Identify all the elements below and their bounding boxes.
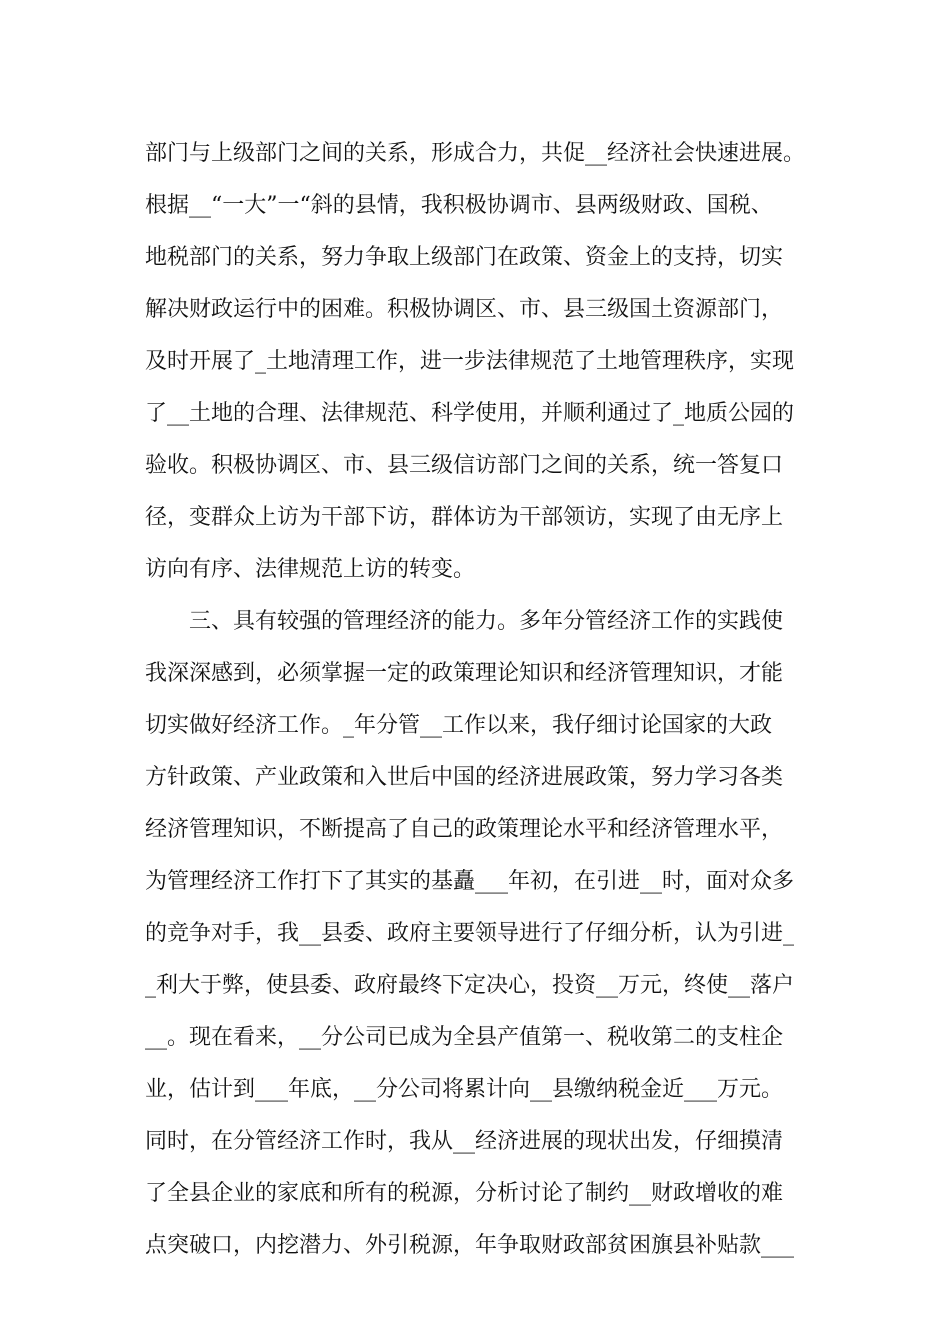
text-line-8: 径，变群众上访为干部下访，群体访为干部领访，实现了由无序上: [145, 505, 784, 530]
text-line-6: 了__土地的合理、法律规范、科学使用，并顺利通过了_地质公园的: [145, 401, 795, 426]
body-text: [145, 128, 825, 1272]
text-line-9: 访向有序、法律规范上访的转变。: [145, 557, 476, 582]
text-line-5: 及时开展了_土地清理工作，进一步法律规范了土地管理秩序，实现: [145, 349, 795, 374]
text-line-11: 我深深感到，必须掌握一定的政策理论知识和经济管理知识，才能: [145, 661, 784, 686]
text-line-22: 点突破口，内挖潜力、外引税源，年争取财政部贫困旗县补贴款___: [145, 1233, 795, 1258]
text-line-4: 解决财政运行中的困难。积极协调区、市、县三级国土资源部门，: [145, 297, 784, 322]
text-line-2: 根据__“一大”一“斜的县情，我积极协调市、县两级财政、国税、: [145, 193, 773, 218]
text-line-20: 同时，在分管经济工作时，我从__经济进展的现状出发，仔细摸清: [145, 1129, 784, 1154]
text-line-19: 业，估计到___年底，__分公司将累计向__县缴纳税金近___万元。: [145, 1077, 784, 1102]
text-line-7: 验收。积极协调区、市、县三级信访部门之间的关系，统一答复口: [145, 453, 784, 478]
text-line-14: 经济管理知识，不断提高了自己的政策理论水平和经济管理水平，: [145, 817, 784, 842]
section-three-heading-line: 三、具有较强的管理经济的能力。多年分管经济工作的实践使: [189, 609, 784, 634]
text-line-17: _利大于弊，使县委、政府最终下定决心，投资__万元，终使__落户: [145, 973, 795, 998]
text-line-18: __。现在看来，__分公司已成为全县产值第一、税收第二的支柱企: [145, 1025, 784, 1050]
text-line-16: 的竞争对手，我__县委、政府主要领导进行了仔细分析，认为引进_: [145, 921, 795, 946]
text-line-1: 部门与上级部门之间的关系，形成合力，共促__经济社会快速进展。: [145, 141, 806, 166]
text-line-12: 切实做好经济工作。_年分管__工作以来，我仔细讨论国家的大政: [145, 713, 773, 738]
text-line-21: 了全县企业的家底和所有的税源，分析讨论了制约__财政增收的难: [145, 1181, 784, 1206]
text-line-15: 为管理经济工作打下了其实的基矗___年初，在引进__时，面对众多: [145, 869, 795, 894]
text-line-13: 方针政策、产业政策和入世后中国的经济进展政策，努力学习各类: [145, 765, 784, 790]
text-line-3: 地税部门的关系，努力争取上级部门在政策、资金上的支持，切实: [145, 245, 784, 270]
